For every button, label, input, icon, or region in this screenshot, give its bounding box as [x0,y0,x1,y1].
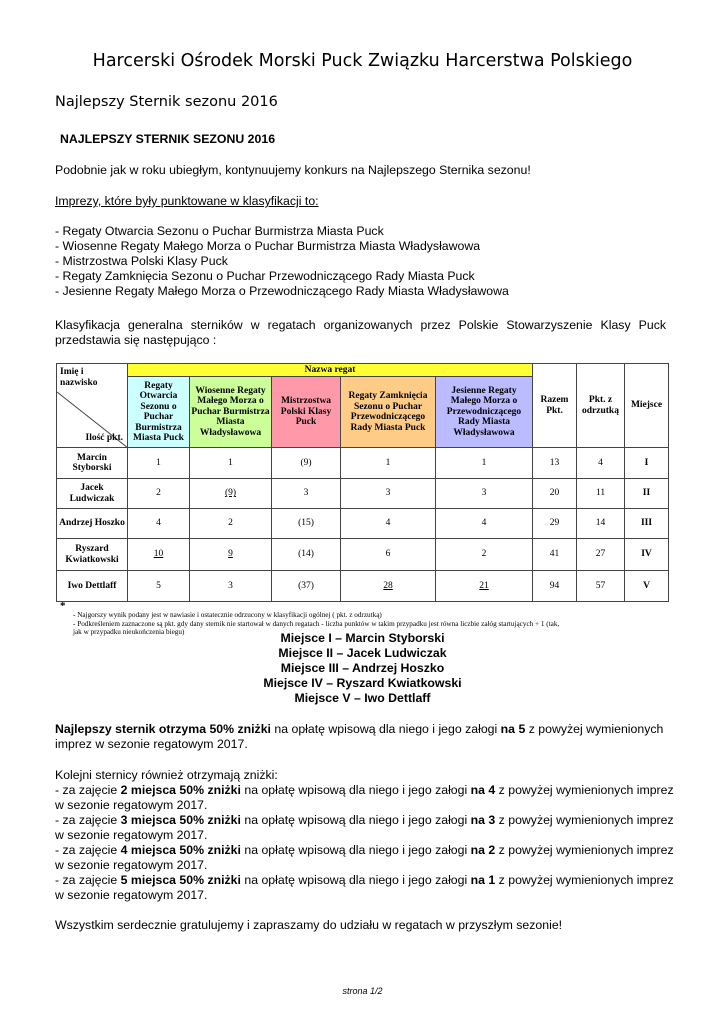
prize-item [55,873,675,903]
regatta-header: Jesienne Regaty Małego Morza o Przewodniczącego Rady Miasta Władysławowa [436,377,533,448]
prize-item-bold: 3 miejsca 50% zniżki [120,813,241,827]
total-cell: 13 [533,448,577,479]
regatta-header: Mistrzostwa Polski Klasy Puck [272,377,341,448]
table-row [57,571,669,602]
classification-intro: Klasyfikacja generalna sterników w regatach organizowanych przez Polskie Stowarzyszenie Klasy Puck przedstawia się następująco : [55,318,666,347]
after-cell: 4 [577,448,625,479]
col-place-header: Miejsce [625,364,669,448]
prize-item-bold: 2 miejsca 50% zniżki [120,783,241,797]
prize-item-pre: - za zajęcie [55,813,121,827]
table-row [57,479,669,509]
place-cell: III [625,509,669,539]
score-cell: 6 [341,539,436,571]
prize-first-bold2: na 5 [500,722,526,736]
score-cell: 1 [128,448,190,479]
page-number: strona 1/2 [342,986,383,996]
prize-item [55,783,675,813]
score-cell: 4 [436,509,533,539]
event-item: - Mistrzostwa Polski Klasy Puck [55,254,228,268]
score-cell: 3 [190,571,272,602]
score-cell: 21 [436,571,533,602]
place-cell: II [625,479,669,509]
after-cell: 14 [577,509,625,539]
prize-item-pre: - za zajęcie [55,783,121,797]
score-cell: (9) [190,479,272,509]
col-after-header: Pkt. z odrzutką [577,364,625,448]
prize-item-bold2: na 2 [470,843,496,857]
after-cell: 27 [577,539,625,571]
prize-item-mid: na opłatę wpisową dla niego i jego załogi [240,843,471,857]
place-line: Miejsce II – Jacek Ludwiczak [278,646,447,660]
score-cell: 1 [341,448,436,479]
prize-item-end: z powyżej wymienionych imprez w sezonie regatowym 2017. [55,843,674,872]
prize-item-bold2: na 4 [470,783,496,797]
prize-first [55,722,675,752]
prize-item-pre: - za zajęcie [55,843,121,857]
score-cell: 2 [436,539,533,571]
prize-item-end: z powyżej wymienionych imprez w sezonie regatowym 2017. [55,813,674,842]
regatta-group-header: Nazwa regat [128,364,533,377]
score-cell: 1 [436,448,533,479]
prize-first-mid: na opłatę wpisową dla niego i jego załogi [270,722,501,736]
score-cell: (37) [272,571,341,602]
prize-item-mid: na opłatę wpisową dla niego i jego załogi [240,813,471,827]
prize-item-bold2: na 1 [470,873,496,887]
place-line: Miejsce IV – Ryszard Kwiatkowski [263,676,462,690]
score-cell: 1 [190,448,272,479]
score-cell: (9) [272,448,341,479]
table-corner-header [57,364,128,448]
score-cell: 4 [128,509,190,539]
prize-first-bold: Najlepszy sternik otrzyma 50% zniżki [55,722,271,736]
sailor-name: Jacek Ludwiczak [57,479,128,509]
footnote-line: - Podkreśleniem zaznaczone są pkt. gdy dany sternik nie startował w danych regatach - liczba punktów w takim przypadku jest równa liczbie załóg startujących + 1 (tak, [73,619,560,628]
results-table [56,363,669,602]
event-item: - Regaty Zamknięcia Sezonu o Puchar Przewodniczącego Rady Miasta Puck [55,269,475,283]
total-cell: 20 [533,479,577,509]
score-cell: 28 [341,571,436,602]
score-cell: 3 [272,479,341,509]
prize-item-bold: 5 miejsca 50% zniżki [120,873,241,887]
score-cell: 3 [341,479,436,509]
event-item: - Jesienne Regaty Małego Morza o Przewodniczącego Rady Miasta Władysławowa [55,284,509,298]
col-total-header: Razem Pkt. [533,364,577,448]
events-heading: Imprezy, które były punktowane w klasyfikacji to: [55,194,319,208]
event-item: - Regaty Otwarcia Sezonu o Puchar Burmistrza Miasta Puck [55,224,384,238]
score-cell: 10 [128,539,190,571]
intro-text: Podobnie jak w roku ubiegłym, kontynuujemy konkurs na Najlepszego Sternika sezonu! [55,163,531,177]
prize-item-bold: 4 miejsca 50% zniżki [120,843,241,857]
event-item: - Wiosenne Regaty Małego Morza o Puchar Burmistrza Miasta Władysławowa [55,239,481,253]
footnote-star: * [60,600,66,612]
sailor-name: Marcin Styborski [57,448,128,479]
article-heading: NAJLEPSZY STERNIK SEZONU 2016 [60,132,276,146]
score-cell: (15) [272,509,341,539]
prize-item [55,813,675,843]
prize-item-mid: na opłatę wpisową dla niego i jego załogi [240,873,471,887]
sailor-name: Iwo Dettlaff [57,571,128,602]
place-line: Miejsce III – Andrzej Hoszko [280,661,445,675]
prize-item [55,843,675,873]
prize-item-bold2: na 3 [470,813,496,827]
score-cell: (14) [272,539,341,571]
sailor-name: Andrzej Hoszko [57,509,128,539]
page-title: Najlepszy Sternik sezonu 2016 [55,94,278,110]
place-line: Miejsce V – Iwo Dettlaff [294,691,431,705]
prize-item-pre: - za zajęcie [55,873,121,887]
score-cell: 2 [128,479,190,509]
after-cell: 11 [577,479,625,509]
site-title: Harcerski Ośrodek Morski Puck Związku Harcerstwa Polskiego [92,51,633,71]
place-cell: I [625,448,669,479]
total-cell: 41 [533,539,577,571]
regatta-header: Regaty Otwarcia Sezonu o Puchar Burmistrza Miasta Puck [128,377,190,448]
corner-name-label: Imię i nazwisko [60,367,98,388]
place-cell: V [625,571,669,602]
footnote-line: - Najgorszy wynik podany jest w nawiasie i ostatecznie odrzucony w klasyfikacji ogólnej ( pkt. z odrzutką) [73,611,382,619]
table-row [57,448,669,479]
prize-others-intro: Kolejni sternicy również otrzymają zniżki: [55,768,278,782]
score-cell: 3 [436,479,533,509]
score-cell: 4 [341,509,436,539]
prize-item-end: z powyżej wymienionych imprez w sezonie regatowym 2017. [55,783,674,812]
total-cell: 94 [533,571,577,602]
total-cell: 29 [533,509,577,539]
places-list [0,631,725,706]
score-cell: 9 [190,539,272,571]
closing-text: Wszystkim serdecznie gratulujemy i zapraszamy do udziału w regatach w przyszłym sezonie! [55,918,563,932]
place-line: Miejsce I – Marcin Styborski [280,631,445,645]
table-row [57,539,669,571]
score-cell: 2 [190,509,272,539]
footnote-line: jak w przypadku nieukończenia biegu) [73,628,185,637]
after-cell: 57 [577,571,625,602]
events-list [55,224,509,299]
prize-item-end: z powyżej wymienionych imprez w sezonie regatowym 2017. [55,873,674,902]
regatta-header: Wiosenne Regaty Małego Morza o Puchar Burmistrza Miasta Władysławowa [190,377,272,448]
place-cell: IV [625,539,669,571]
corner-points-label: Ilość pkt. [85,432,123,443]
prize-first-end: z powyżej wymienionych imprez w sezonie regatowym 2017. [55,722,664,751]
regatta-header: Regaty Zamknięcia Sezonu o Puchar Przewodniczącego Rady Miasta Puck [341,377,436,448]
score-cell: 5 [128,571,190,602]
table-row [57,509,669,539]
prize-item-mid: na opłatę wpisową dla niego i jego załogi [240,783,471,797]
sailor-name: Ryszard Kwiatkowski [57,539,128,571]
